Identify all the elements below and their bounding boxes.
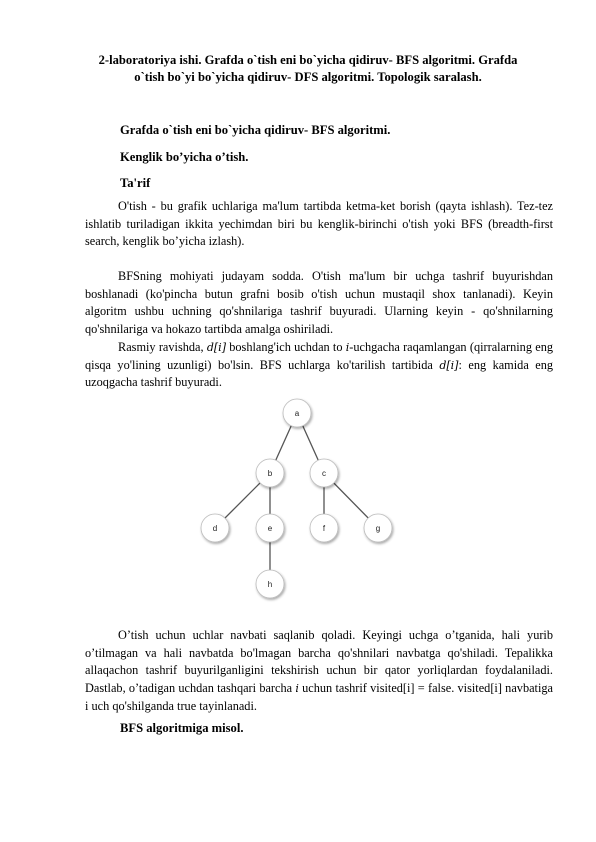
- graph-node-label: f: [322, 524, 326, 533]
- graph-node-d: [201, 514, 229, 542]
- math-d-i: d[i]: [439, 358, 459, 372]
- graph-node-a: [283, 399, 311, 427]
- graph-node-label: d: [212, 524, 218, 533]
- graph-node-label: b: [267, 469, 273, 478]
- paragraph-bfs-essence: BFSning mohiyati judayam sodda. O'tish ma'lum bir uchga tashrif buyurishdan boshlanadi (ko'pincha butun grafni bosib o'tish uchun mustaqil shox tanlanadi). Keyin algoritm ushbu uchning qo'shnilariga tashrif buyuradi. Ularning keyin - qo'shnilarning qo'shnilariga va hokazo tartibda amalga oshiriladi.: [85, 269, 553, 337]
- section-heading-breadth: Kenglik bo’yicha o’tish.: [120, 150, 249, 164]
- paragraph-formal: [85, 339, 553, 392]
- graph-node-b: [256, 459, 284, 487]
- graph-node-f: [310, 514, 338, 542]
- graph-node-label: c: [322, 469, 326, 478]
- graph-node-label: h: [267, 580, 273, 589]
- graph-node-label: e: [267, 524, 273, 533]
- graph-node-g: [364, 514, 392, 542]
- bfs-tree-graph: [180, 395, 420, 610]
- graph-node-c: [310, 459, 338, 487]
- math-d-i: d[i]: [206, 341, 226, 354]
- document-title: [60, 52, 556, 86]
- graph-node-e: [256, 514, 284, 542]
- paragraph-queue: [85, 627, 553, 716]
- section-heading-definition: Ta'rif: [120, 176, 151, 190]
- graph-node-h: [256, 570, 284, 598]
- section-heading-bfs: Grafda o`tish eni bo`yicha qidiruv- BFS algoritmi.: [120, 123, 391, 137]
- graph-node-label: a: [294, 409, 300, 418]
- math-i: i: [345, 341, 350, 354]
- text-run: O’tish uchun uchlar navbati saqlanib qoladi. Keyingi uchga o’tganida, hali yurib o’tilmagan va hali navbatda bo'lmagan barcha qo'shnilari navbatga qo'shiladi. Tepalikka allaqachon tashrif buyurilganligini tekshirish uchun bir qator yorliqlardan foydalaniladi. Dastlab, o’tadigan uchdan tashqari barcha: [85, 628, 553, 696]
- text-run: -uchgacha raqamlangan (qirralarning eng qisqa yo'lining uzunligi) bo'lsin. BFS uchlarga ko'tarilish tartibida: [85, 340, 553, 372]
- text-run: : eng kamida eng uzoqgacha tashrif buyuradi.: [85, 357, 554, 390]
- text-run: uchun tashrif visited[i] = false. visited[i] navbatiga i uch qo'shilganda true tayinlanadi.: [85, 681, 553, 713]
- title-line-2: o`tish bo`yi bo`yicha qidiruv- DFS algoritmi. Topologik saralash.: [134, 70, 482, 84]
- title-line-1: 2-laboratoriya ishi. Grafda o`tish eni bo`yicha qidiruv- BFS algoritmi. Grafda: [98, 53, 518, 67]
- text-run: Rasmiy ravishda,: [118, 340, 207, 354]
- math-i: i: [295, 682, 299, 696]
- section-heading-example: BFS algoritmiga misol.: [120, 721, 244, 735]
- graph-node-label: g: [375, 524, 381, 533]
- text-run: boshlang'ich uchdan to: [226, 340, 346, 354]
- paragraph-definition: O'tish - bu grafik uchlariga ma'lum tartibda ketma-ket borish (qayta ishlash). Tez-tez ishlatib turiladigan ikkita yechimdan biri bu kenglik-birinchi o'tish yoki BFS (breadth-first search, kenglik bo’yicha izlash).: [85, 199, 553, 249]
